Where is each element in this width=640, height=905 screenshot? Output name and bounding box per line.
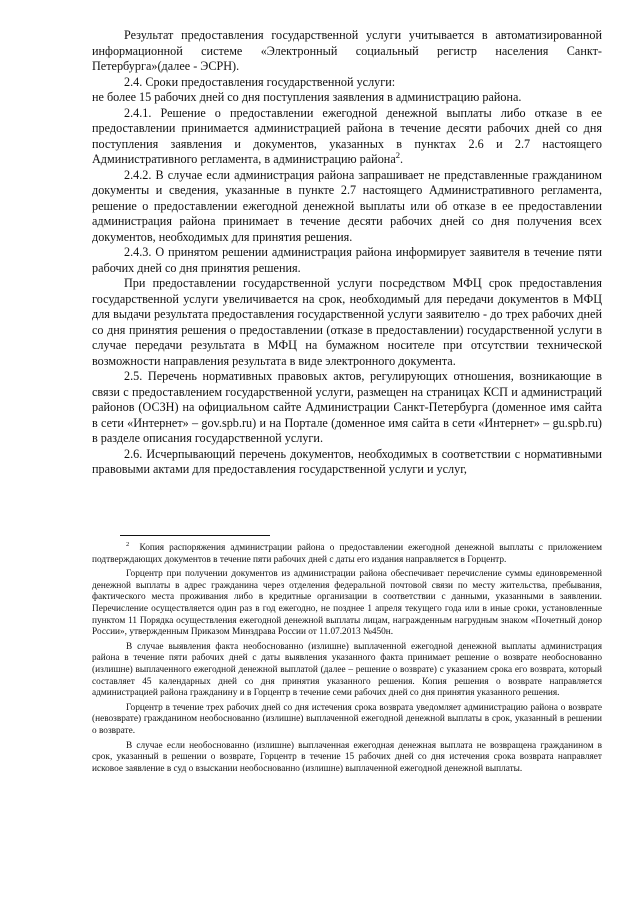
main-text [92, 28, 602, 478]
footnote-1 [92, 540, 603, 566]
footnote-1-text: Копия распоряжения администрации района о предоставлении ежегодной денежной выплаты с приложением подтверждающих документов в течение пяти рабочих дней с даты его издания направляется в Горцентр. [92, 543, 603, 565]
footnote-paragraph-return-notice: Горцентр в течение трех рабочих дней со дня истечения срока возврата уведомляет администрацию района о возврате (невозврате) гражданином необоснованно (излишне) выплаченной ежегодной денежной выплаты в срок, указанный в решении о возврате. [92, 702, 602, 736]
paragraph-2-6: 2.6. Исчерпывающий перечень документов, необходимых в соответствии с нормативными правовыми актами для предоставления государственной услуги и услуг, [92, 446, 602, 476]
footnote-paragraph-gorcentr-payment: Горцентр при получении документов из администрации района обеспечивает перечисление суммы единовременной денежной выплаты в адрес гражданина через отделения федеральной почтовой связи по месту жительства, пребывания, фактического места проживания либо в кредитные организации в соответствии с данными, указанными в заявлении. Перечисление осуществляется один раз в год ежегодно, не позднее 1 апреля текущего года или в иные сроки, установленные пунктом 11 Порядка осуществления ежегодной денежной выплаты лицам, награжденным нагрудным знаком «Почетный донор России», утвержденным Приказом Минздрава России от 11.07.2013 №450н. [92, 569, 602, 638]
paragraph-2-4-2: 2.4.2. В случае если администрация района запрашивает не представленные гражданином документы и сведения, указанные в пункте 2.7 настоящего Административного регламента, решение о предоставлении ежегодной денежной выплаты или об отказе в ее предоставлении администрация района принимает в течение десяти рабочих дней со дня получения всех документов, необходимых для принятия решения. [92, 167, 602, 244]
footnote-reference[interactable]: 2 [395, 149, 400, 160]
paragraph-2-4-1-text: 2.4.1. Решение о предоставлении ежегодной денежной выплаты либо отказе в ее предоставлении принимается администрацией района в течение десяти рабочих дней со дня поступления заявления и документов, указанных в пунктах 2.6 и 2.7 настоящего Административного регламента, в администрацию района [92, 105, 602, 166]
footnote-mark: 2 [126, 540, 130, 548]
footnote-paragraph-court-claim: В случае если необоснованно (излишне) выплаченная ежегодная денежная выплата не возвращена гражданином в срок, указанный в решении о возврате, Горцентр в течение 15 рабочих дней со дня истечения срока возврата направляет исковое заявление в суд о взыскании необоснованно (излишне) выплаченной ежегодной денежной выплаты. [92, 740, 602, 774]
footnote-separator [120, 535, 270, 536]
paragraph-term-15-days: не более 15 рабочих дней со дня поступления заявления в администрацию района. [92, 90, 522, 104]
paragraph-result-esrn: Результат предоставления государственной услуги учитывается в автоматизированной информационной системе «Электронный социальный регистр населения Санкт-Петербурга»(далее - ЭСРН). [92, 28, 602, 73]
paragraph-2-4-1 [92, 106, 602, 168]
paragraph-2-4-3: 2.4.3. О принятом решении администрация района информирует заявителя в течение пяти рабочих дней со дня принятия решения. [92, 245, 602, 275]
paragraph-mfc-term: При предоставлении государственной услуги посредством МФЦ срок предоставления государственной услуги увеличивается на срок, необходимый для передачи документов в МФЦ для выдачи результата предоставления государственной услуги заявителю - до трех рабочих дней со дня принятия решения о предоставлении (отказе в предоставлении) государственной услуги в случае передачи результата в МФЦ на бумажном носителе при отсутствии технической возможности направления результата в виде электронного документа. [92, 276, 602, 368]
footnotes [92, 540, 603, 775]
paragraph-2-4-heading: 2.4. Сроки предоставления государственной услуги: [124, 74, 396, 89]
paragraph-2-4-1-end: . [400, 152, 404, 166]
paragraph-2-5: 2.5. Перечень нормативных правовых актов, регулирующих отношения, возникающие в связи с предоставлением государственной услуги, размещен на страницах КСП и администраций районов (ОСЗН) на официальном сайте Администрации Санкт-Петербурга (доменное имя сайта в сети «Интернет» – gov.spb.ru) и на Портале (доменное имя сайта в сети «Интернет» – gu.spb.ru) в разделе описания государственной услуги. [92, 369, 602, 445]
footnote-paragraph-overpayment: В случае выявления факта необоснованно (излишне) выплаченной ежегодной денежной выплаты администрация района в течение пяти рабочих дней с даты выявления указанного факта принимает решение о возврате необоснованно (излишне) выплаченного ежегодной денежной выплатой (далее – решение о возврате) с указанием срока его возврата, который составляет 45 календарных дней со дня принятия указанного решения. Копия решения о возврате направляется администрацией района гражданину и в Горцентр в течение семи рабочих дней со дня принятия указанного решения. [92, 641, 602, 699]
